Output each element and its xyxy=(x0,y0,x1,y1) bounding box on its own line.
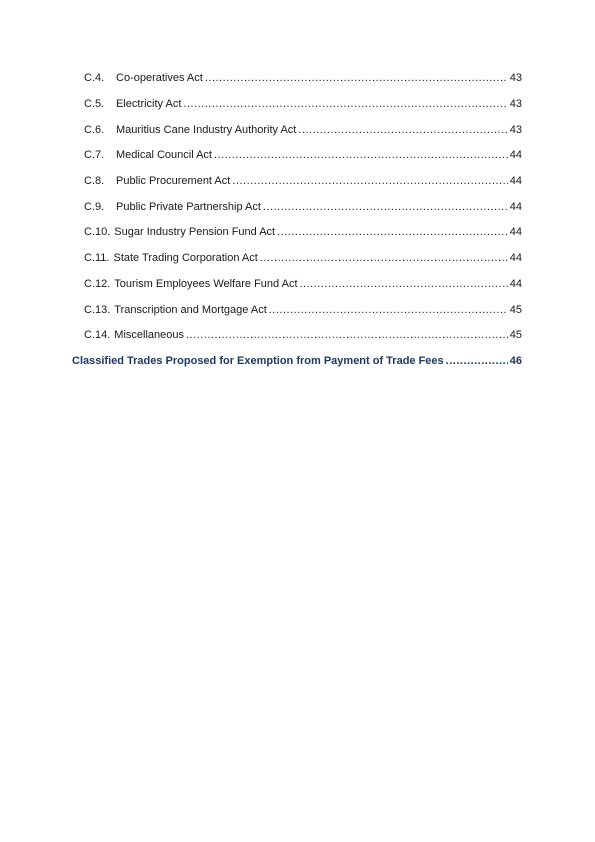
toc-entry[interactable] xyxy=(84,201,522,214)
toc-entry-number: C.14. xyxy=(84,329,111,341)
toc-entry-page: 43 xyxy=(509,98,522,110)
toc-leader-dots xyxy=(277,226,508,239)
toc-entry-page: 44 xyxy=(509,278,522,290)
toc-entry[interactable] xyxy=(84,278,522,291)
toc-entry-title: Mauritius Cane Industry Authority Act xyxy=(116,124,297,136)
toc-entry-number: C.4. xyxy=(84,72,105,84)
toc-entry-title: Transcription and Mortgage Act xyxy=(114,304,267,316)
toc-entry-title: Electricity Act xyxy=(116,98,182,110)
toc-entry-title: Medical Council Act xyxy=(116,149,212,161)
toc-entry-number: C.13. xyxy=(84,304,111,316)
toc-entry-page: 43 xyxy=(509,124,522,136)
toc-entry-number: C.10. xyxy=(84,226,111,238)
toc-entry[interactable] xyxy=(84,175,522,188)
toc-leader-dots xyxy=(214,149,508,162)
toc-entry[interactable] xyxy=(84,98,522,111)
toc-entry-page: 43 xyxy=(509,72,522,84)
toc-entry-number: C.5. xyxy=(84,98,105,110)
toc-entry-number: C.8. xyxy=(84,175,105,187)
toc-entry-page: 44 xyxy=(509,252,522,264)
toc-entry-title: State Trading Corporation Act xyxy=(113,252,258,264)
toc-entry-number: C.11. xyxy=(84,252,110,264)
toc-leader-dots xyxy=(260,252,508,265)
toc-entry[interactable] xyxy=(84,149,522,162)
toc-leader-dots xyxy=(446,355,508,368)
toc-entry-title: Miscellaneous xyxy=(114,329,184,341)
toc-entry[interactable] xyxy=(84,329,522,342)
toc-main-entry-page: 46 xyxy=(509,355,522,367)
toc-entry-title: Sugar Industry Pension Fund Act xyxy=(114,226,276,238)
toc-leader-dots xyxy=(269,304,508,317)
toc-main-entry[interactable] xyxy=(72,355,522,368)
toc-entry-number: C.9. xyxy=(84,201,105,213)
toc-entry-title: Public Procurement Act xyxy=(116,175,231,187)
toc-entry-page: 44 xyxy=(509,175,522,187)
toc-entry-page: 45 xyxy=(509,304,522,316)
toc-leader-dots xyxy=(232,175,507,188)
toc-entry-title: Tourism Employees Welfare Fund Act xyxy=(114,278,298,290)
toc-main-entry-title: Classified Trades Proposed for Exemption from Payment of Trade Fees xyxy=(72,355,444,367)
toc-entry-page: 44 xyxy=(509,201,522,213)
toc-entry[interactable] xyxy=(84,304,522,317)
toc-entry-page: 44 xyxy=(509,226,522,238)
toc-leader-dots xyxy=(300,278,508,291)
toc-entry-title: Public Private Partnership Act xyxy=(116,201,261,213)
toc-leader-dots xyxy=(205,72,508,85)
toc-entry[interactable] xyxy=(84,72,522,85)
toc-entry-number: C.6. xyxy=(84,124,105,136)
toc-leader-dots xyxy=(183,98,507,111)
toc-entry-page: 45 xyxy=(509,329,522,341)
toc-entry-title: Co-operatives Act xyxy=(116,72,203,84)
toc-entry[interactable] xyxy=(84,252,522,265)
toc-leader-dots xyxy=(298,124,507,137)
toc-leader-dots xyxy=(186,329,508,342)
toc-entry[interactable] xyxy=(84,124,522,137)
toc-entry[interactable] xyxy=(84,226,522,239)
toc-entry-page: 44 xyxy=(509,149,522,161)
toc-entry-number: C.7. xyxy=(84,149,105,161)
toc-entry-number: C.12. xyxy=(84,278,111,290)
toc-leader-dots xyxy=(263,201,508,214)
